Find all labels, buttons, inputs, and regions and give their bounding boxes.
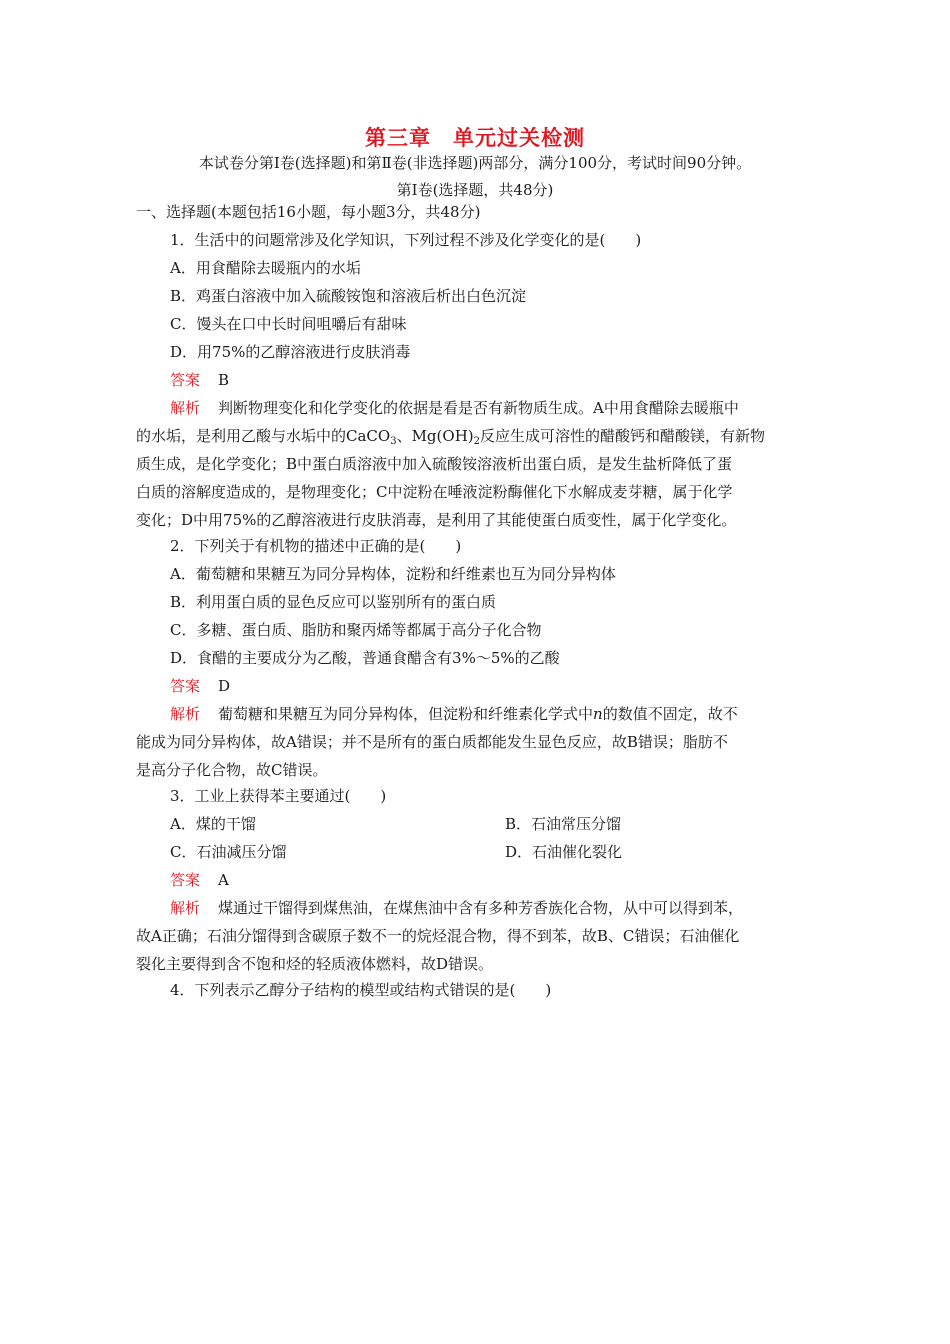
- q3-option-b: B．石油常压分馏: [505, 815, 622, 833]
- q3-option-a: A．煤的干馏: [170, 815, 256, 833]
- subscript: 2: [473, 436, 480, 447]
- answer-label: 答案: [170, 677, 201, 695]
- q2-answer-value: D: [218, 677, 231, 695]
- q3-stem: 3．工业上获得苯主要通过( ): [170, 787, 387, 805]
- exam-intro: 本试卷分第Ⅰ卷(选择题)和第Ⅱ卷(非选择题)两部分，满分100分，考试时间90分钟。: [198, 154, 752, 172]
- q1-option-d: D．用75%的乙醇溶液进行皮肤消毒: [170, 343, 411, 361]
- q1-analysis-line: 变化；D中用75%的乙醇溶液进行皮肤消毒，是利用了其能使蛋白质变性，属于化学变化。: [136, 511, 737, 529]
- q1-answer: [170, 370, 229, 390]
- q1-option-b: B．鸡蛋白溶液中加入硫酸铵饱和溶液后析出白色沉淀: [170, 287, 527, 305]
- q2-stem: 2．下列关于有机物的描述中正确的是( ): [170, 537, 462, 555]
- q2-option-a: A．葡萄糖和果糖互为同分异构体，淀粉和纤维素也互为同分异构体: [170, 565, 616, 583]
- q3-analysis-line: [170, 898, 743, 918]
- q1-option-c: C．馒头在口中长时间咀嚼后有甜味: [170, 315, 407, 333]
- q2-analysis-text: 葡萄糖和果糖互为同分异构体，但淀粉和纤维素化学式中: [218, 705, 594, 723]
- q1-analysis-line: [136, 426, 765, 446]
- analysis-label: 解析: [170, 399, 201, 417]
- q1-analysis-text: 判断物理变化和化学变化的依据是看是否有新物质生成。A中用食醋除去暖瓶中: [218, 399, 739, 417]
- answer-label: 答案: [170, 371, 201, 389]
- q2-option-d: D．食醋的主要成分为乙酸，普通食醋含有3%～5%的乙酸: [170, 649, 560, 667]
- q2-answer: [170, 676, 230, 696]
- answer-label: 答案: [170, 871, 201, 889]
- q3-analysis-line: 故A正确；石油分馏得到含碳原子数不一的烷烃混合物，得不到苯，故B、C错误；石油催化: [136, 927, 740, 945]
- part1-heading: 第Ⅰ卷(选择题，共48分): [396, 181, 554, 199]
- analysis-label: 解析: [170, 705, 201, 723]
- q2-analysis-line: 是高分子化合物，故C错误。: [136, 761, 328, 779]
- q1-analysis-text: 的水垢，是利用乙酸与水垢中的CaCO: [136, 427, 391, 445]
- q3-answer-value: A: [218, 871, 229, 889]
- q3-answer: [170, 870, 229, 890]
- variable-n: n: [593, 705, 603, 723]
- q1-analysis-text: 、Mg(OH): [396, 427, 474, 445]
- q3-option-d: D．石油催化裂化: [505, 843, 623, 861]
- q4-stem: 4．下列表示乙醇分子结构的模型或结构式错误的是( ): [170, 981, 552, 999]
- q2-option-c: C．多糖、蛋白质、脂肪和聚丙烯等都属于高分子化合物: [170, 621, 542, 639]
- subscript: 3: [390, 436, 397, 447]
- q3-analysis-text: 煤通过干馏得到煤焦油，在煤焦油中含有多种芳香族化合物，从中可以得到苯，: [218, 899, 744, 917]
- analysis-label: 解析: [170, 899, 201, 917]
- q2-option-b: B．利用蛋白质的显色反应可以鉴别所有的蛋白质: [170, 593, 497, 611]
- section1-heading: 一、选择题(本题包括16小题，每小题3分，共48分): [136, 203, 481, 221]
- q1-stem: 1．生活中的问题常涉及化学知识，下列过程不涉及化学变化的是( ): [170, 231, 642, 249]
- page-title: 第三章 单元过关检测: [365, 126, 585, 150]
- q2-analysis-text: 的数值不固定，故不: [602, 705, 738, 723]
- q2-analysis-line: 能成为同分异构体，故A错误；并不是所有的蛋白质都能发生显色反应，故B错误；脂肪不: [136, 733, 728, 751]
- q1-analysis-line: 白质的溶解度造成的，是物理变化；C中淀粉在唾液淀粉酶催化下水解成麦芽糖，属于化学: [136, 483, 733, 501]
- q1-analysis-line: 质生成，是化学变化；B中蛋白质溶液中加入硫酸铵溶液析出蛋白质，是发生盐析降低了蛋: [136, 455, 733, 473]
- q1-option-a: A．用食醋除去暖瓶内的水垢: [170, 259, 361, 277]
- q2-analysis-line: [170, 704, 738, 724]
- q1-analysis-text: 反应生成可溶性的醋酸钙和醋酸镁，有新物: [480, 427, 766, 445]
- q1-answer-value: B: [218, 371, 230, 389]
- q3-option-c: C．石油减压分馏: [170, 843, 287, 861]
- q3-analysis-line: 裂化主要得到含不饱和烃的轻质液体燃料，故D错误。: [136, 955, 494, 973]
- q1-analysis-line: [170, 398, 739, 418]
